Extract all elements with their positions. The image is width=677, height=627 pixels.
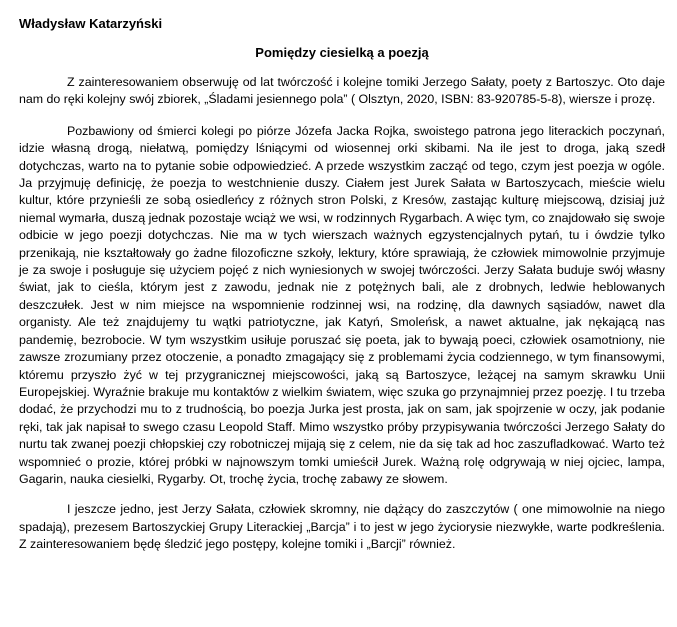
paragraph-closing: I jeszcze jedno, jest Jerzy Sałata, człowiek skromny, nie dążący do zaszczytów ( one mimowolnie na niego spadają), prezesem Bartoszyckiej Grupy Literackiej „Barcja” i to jest w jego życiorysie niezwykłe, warte podkreślenia. Z zainteresowaniem będę śledzić jego postępy, kolejne tomiki i „Barcji” również. [19, 502, 665, 552]
paragraph-main: Pozbawiony od śmierci kolegi po piórze Józefa Jacka Rojka, swoistego patrona jego literackich poczynań, idzie własną drogą, niełatwą, pomiędzy lśniącymi od wiosennej orki skibami. Na ile jest to droga, jaką szedł dotychczas, warto na to pytanie sobie odpowiedzieć. A przede wszystkim zacząć od tego, czym jest poezja w ogóle. Ja przyjmuję definicję, że poezja to westchnienie duszy. Ciałem jest Jurek Sałata w Bartoszycach, mieście wielu kultur, które przynieśli ze sobą osiedleńcy z różnych stron Polski, z Kresów, zastając kulturę miejscową, dzisiaj już niemal wymarła, duszą jednak pozostaje wciąż we wsi, w rodzinnych Rygarbach. A więc tym, co znajdowało się swoje odbicie w jego poezji dotychczas. Nie ma w tych wierszach ważnych egzystencjalnych pytań, tu i ówdzie tylko przenikają, nie kształtowały go żadne filozoficzne szkoły, lektury, które sprawiają, że człowiek mimowolnie przyjmuje je za swoje i posługuje się użyciem pojęć z nich wyniesionych w swojej twórczości. Jerzy Sałata buduje swój własny świat, jak to cieśla, którym jest z zawodu, jednak nie z potężnych bali, ale z drobnych, ledwie heblowanych deszczułek. Jest w nim miejsce na wspomnienie rodzinnej wsi, na rodzinę, dla dawnych sąsiadów, nawet dla organisty. Ale też znajdujemy tu wątki patriotyczne, jak Katyń, Smoleńsk, a nawet aktualne, jak nękającą nas pandemię, bezrobocie. W tym wszystkim usiłuje poruszać się poeta, jak to bywają poeci, człowiek osamotniony, nie zawsze zrozumiany przez otoczenie, a ponadto zmagający się z problemami życia codziennego, w tym finansowymi, któremu przyszło żyć w tej przygranicznej miejscowości, jaką są Bartoszyce, leżącej na samym skrawku Unii Europejskiej. Wyraźnie brakuje mu kontaktów z wielkim światem, więc szuka go przynajmniej przez poezję. I tu trzeba dodać, że przychodzi mu to z trudnością, bo poezja Jurka jest prosta, jak on sam, jak spojrzenie w oczy, jak podanie ręki, tak jak napisał to swego czasu Leopold Staff. Mimo wszystko próby przypisywania twórczości Jerzego Sałaty do nurtu tak zwanej poezji chłopskiej czy robotniczej mijają się z celem, nie da się tak ad hoc zaszufladkować. Warto też wspomnieć o prozie, której próbki w najnowszym tomki umieścił Jurek. Ważną rolę odgrywają w niej ojciec, lampa, Gagarin, nauka ciesielki, Rygarby. Ot, trochę życia, trochę zabawy ze słowem. [19, 123, 665, 486]
paragraph-intro: Z zainteresowaniem obserwuję od lat twórczość i kolejne tomiki Jerzego Sałaty, poety z Bartoszyc. Oto daje nam do ręki kolejny swój zbiorek, „Śladami jesiennego pola” ( Olsztyn, 2020, ISBN: 83-920785-5-8), wiersze i prozę. [19, 75, 665, 107]
article-title: Pomiędzy ciesielką a poezją [255, 45, 429, 60]
author-name: Władysław Katarzyński [19, 16, 163, 31]
